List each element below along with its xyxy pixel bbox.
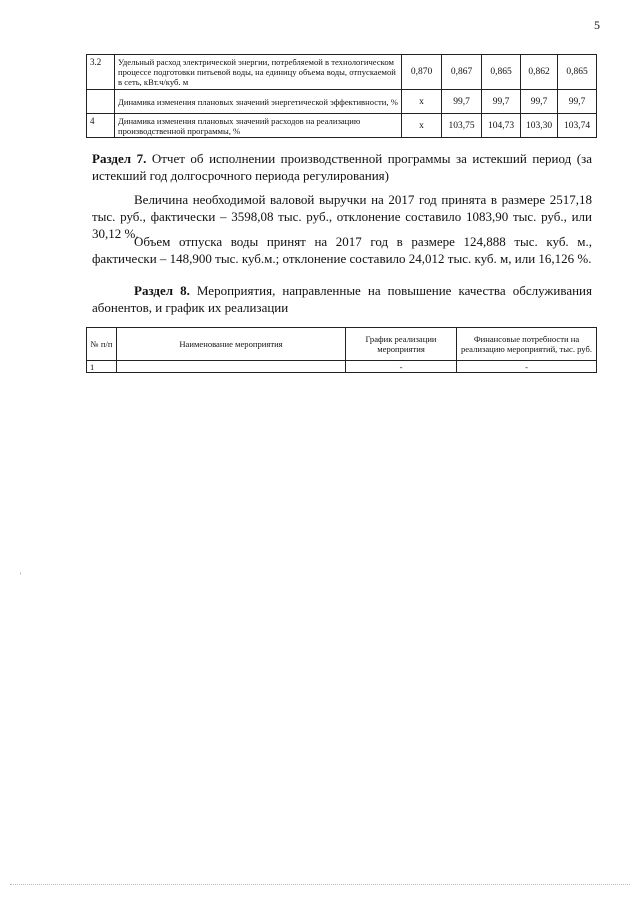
- value-cell: 0,865: [482, 55, 521, 90]
- indicators-table: [86, 54, 597, 138]
- value-cell: 0,862: [521, 55, 558, 90]
- value-cell: 103,74: [558, 114, 597, 138]
- value-cell: 0,867: [442, 55, 482, 90]
- page-number: 5: [594, 18, 600, 32]
- revenue-paragraph: Величина необходимой валовой выручки на 2017 год принята в размере 2517,18 тыс. руб., фактически – 3598,08 тыс. руб., отклонение составило 1083,90 тыс. руб., или 30,12 %.: [92, 192, 592, 241]
- value-cell: 104,73: [482, 114, 521, 138]
- table-row: [87, 114, 597, 138]
- value-cell: 0,865: [558, 55, 597, 90]
- indicator-name: Удельный расход электрической энергии, потребляемой в технологическом процессе подготовки питьевой воды, на единицу объема воды, отпускаемой в сеть, кВт.ч/куб. м: [115, 55, 402, 90]
- header-number: № п/п: [87, 328, 117, 361]
- section-7-heading: [92, 150, 592, 184]
- table-row: [87, 361, 597, 373]
- indicator-name: Динамика изменения плановых значений расходов на реализацию производственной программы, %: [115, 114, 402, 138]
- measures-table: [86, 327, 597, 373]
- table-row: [87, 90, 597, 114]
- header-financial-needs: Финансовые потребности на реализацию мероприятий, тыс. руб.: [457, 328, 597, 361]
- indicator-name: Динамика изменения плановых значений энергетической эффективности, %: [115, 90, 402, 114]
- section-7-text: Отчет об исполнении производственной программы за истекший период (за истекший год долгосрочного периода регулирования): [92, 151, 592, 183]
- scan-speck: [20, 572, 21, 575]
- value-cell: 99,7: [442, 90, 482, 114]
- section-8-text: Мероприятия, направленные на повышение качества обслуживания абонентов, и график их реализации: [92, 283, 592, 315]
- value-cell: 99,7: [558, 90, 597, 114]
- financial-needs-cell: -: [457, 361, 597, 373]
- value-cell: 0,870: [402, 55, 442, 90]
- scan-edge-line: [10, 884, 630, 885]
- section-8-heading: [92, 282, 592, 316]
- value-cell: 99,7: [521, 90, 558, 114]
- measure-name-cell: [117, 361, 346, 373]
- value-cell: x: [402, 114, 442, 138]
- row-number: [87, 90, 115, 114]
- header-schedule: График реализации мероприятия: [346, 328, 457, 361]
- header-measure-name: Наименование мероприятия: [117, 328, 346, 361]
- value-cell: x: [402, 90, 442, 114]
- water-paragraph: Объем отпуска воды принят на 2017 год в размере 124,888 тыс. куб. м., фактически – 148,900 тыс. куб.м.; отклонение составило 24,012 тыс. куб. м, или 16,126 %.: [92, 234, 592, 266]
- value-cell: 99,7: [482, 90, 521, 114]
- table-row: [87, 55, 597, 90]
- schedule-cell: -: [346, 361, 457, 373]
- row-number: 3.2: [87, 55, 115, 90]
- section-7-label: Раздел 7.: [92, 151, 147, 166]
- row-number: 1: [87, 361, 117, 373]
- table-header-row: [87, 328, 597, 361]
- section-8-label: Раздел 8.: [134, 283, 190, 298]
- row-number: 4: [87, 114, 115, 138]
- value-cell: 103,30: [521, 114, 558, 138]
- value-cell: 103,75: [442, 114, 482, 138]
